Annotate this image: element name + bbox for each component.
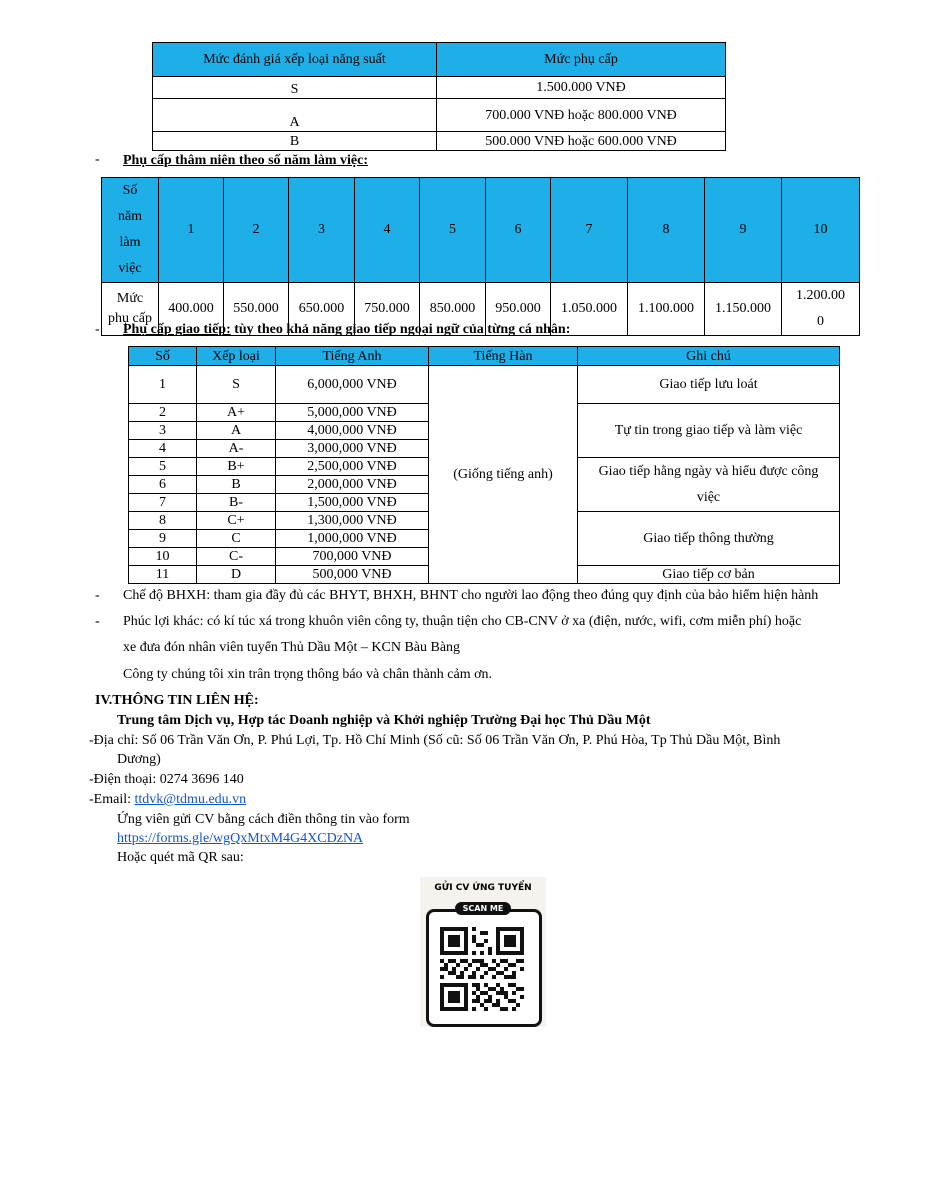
comm-header-notes: Ghi chú [578,347,840,366]
email-label: -Email: [89,792,135,807]
comm-cell: D [197,566,276,584]
year-cell: 8 [628,178,705,283]
address-line1: -Địa chỉ: Số 06 Trần Văn Ơn, P. Phú Lợi, Tp. Hồ Chí Minh (Số cũ: Số 06 Trần Văn Ơn, P. Phú Hòa, Tp Thủ Dầu Một, Bình [89,733,781,748]
table1-header-rating: Mức đánh giá xếp loại năng suất [153,43,437,77]
comm-cell: 700,000 VNĐ [276,548,429,566]
table1-cell: 500.000 VNĐ hoặc 600.000 VNĐ [437,132,726,151]
bullet: - [95,152,100,167]
comm-cell: 1 [129,366,197,404]
contact-heading: IV.THÔNG TIN LIÊN HỆ: [95,693,259,708]
allowance-cell: 550.000 [224,283,289,336]
seniority-row-header-line: năm [117,209,143,224]
allowance-cell: 850.000 [420,283,486,336]
comm-cell: 3,000,000 VNĐ [276,440,429,458]
seniority-row-header [102,178,159,283]
seniority-allowance-table [101,177,860,336]
email-link[interactable]: ttdvk@tdmu.edu.vn [134,792,247,807]
comm-note-line: Giao tiếp hằng ngày và hiểu được công [598,463,819,479]
communication-title-wrap [123,320,570,340]
year-cell: 2 [224,178,289,283]
comm-note: Giao tiếp lưu loát [578,366,840,404]
comm-cell: 2,500,000 VNĐ [276,458,429,476]
allowance-cell: 650.000 [289,283,355,336]
comm-cell: 6 [129,476,197,494]
communication-title-rest: tùy theo khả năng giao tiếp ngoại ngữ của từng cá nhân: [230,322,571,337]
allowance-row-header-line: phụ cấp [108,311,152,326]
allowance-cell-line: 0 [817,314,824,329]
productivity-allowance-table [152,42,726,151]
comm-cell: 8 [129,512,197,530]
comm-cell: 2,000,000 VNĐ [276,476,429,494]
comm-cell: 7 [129,494,197,512]
scan-me-badge: SCAN ME [455,902,511,915]
comm-cell: B+ [197,458,276,476]
comm-cell: 11 [129,566,197,584]
year-cell: 3 [289,178,355,283]
allowance-cell: 400.000 [159,283,224,336]
allowance-cell: 1.050.000 [551,283,628,336]
qr-code-card [420,877,546,1027]
year-cell: 9 [705,178,782,283]
comm-header-korean: Tiếng Hàn [429,347,578,366]
comm-note: Giao tiếp cơ bản [578,566,840,584]
communication-title: Phụ cấp giao tiếp: [123,322,231,337]
email-line [89,790,246,810]
table1-cell: B [153,132,437,151]
table1-header-allowance: Mức phụ cấp [437,43,726,77]
allowance-cell [782,283,860,336]
seniority-row-header-line: Số [122,183,138,198]
allowance-cell: 1.150.000 [705,283,782,336]
allowance-cell-line: 1.200.00 [796,288,845,303]
seniority-title: Phụ cấp thâm niên theo số năm làm việc: [123,153,368,168]
comm-cell: 9 [129,530,197,548]
allowance-row-header-line: Mức [116,291,144,306]
comm-cell: C [197,530,276,548]
comm-cell: 5,000,000 VNĐ [276,404,429,422]
seniority-row-header-line: làm [119,235,141,250]
comm-cell: 4 [129,440,197,458]
bullet: - [95,614,100,629]
year-cell: 5 [420,178,486,283]
comm-cell: B- [197,494,276,512]
comm-cell: 1,500,000 VNĐ [276,494,429,512]
seniority-row-header-line: việc [118,261,142,276]
thanks-text: Công ty chúng tôi xin trân trọng thông báo và chân thành cảm ơn. [123,667,492,682]
comm-cell: A- [197,440,276,458]
table1-cell: S [153,77,437,99]
other-benefits-line1: Phúc lợi khác: có kí túc xá trong khuôn viên công ty, thuận tiện cho CB-CNV ở xa (điện, nước, wifi, cơm miễn phí) hoặc [123,614,802,629]
comm-cell: 1,300,000 VNĐ [276,512,429,530]
comm-cell: B [197,476,276,494]
comm-note: Tự tin trong giao tiếp và làm việc [578,404,840,458]
comm-cell: S [197,366,276,404]
comm-cell: 2 [129,404,197,422]
qr-instruction: Hoặc quét mã QR sau: [117,850,244,865]
bhxh-text: Chế độ BHXH: tham gia đầy đủ các BHYT, BHXH, BHNT cho người lao động theo đúng quy định của bảo hiểm hiện hành [123,588,819,603]
year-cell: 6 [486,178,551,283]
table1-cell: 700.000 VNĐ hoặc 800.000 VNĐ [437,99,726,132]
qr-code-icon [440,927,524,1011]
year-cell: 4 [355,178,420,283]
comm-cell: A [197,422,276,440]
comm-cell: A+ [197,404,276,422]
contact-center: Trung tâm Dịch vụ, Hợp tác Doanh nghiệp và Khởi nghiệp Trường Đại học Thủ Dầu Một [117,713,651,728]
table1-cell: 1.500.000 VNĐ [437,77,726,99]
comm-cell: C- [197,548,276,566]
year-cell: 1 [159,178,224,283]
allowance-cell: 950.000 [486,283,551,336]
other-benefits-line2: xe đưa đón nhân viên tuyển Thủ Dầu Một – KCN Bàu Bàng [123,640,461,655]
comm-cell: 3 [129,422,197,440]
comm-header-no: Số [129,347,197,366]
comm-note [578,458,840,512]
comm-cell: 6,000,000 VNĐ [276,366,429,404]
allowance-cell: 750.000 [355,283,420,336]
address-line2: Dương) [117,752,161,767]
comm-cell: C+ [197,512,276,530]
year-cell: 10 [782,178,860,283]
form-text: Ứng viên gửi CV bằng cách điền thông tin vào form [117,812,410,827]
comm-note-line: việc [696,489,721,505]
comm-cell: 1,000,000 VNĐ [276,530,429,548]
phone-text: -Điện thoại: 0274 3696 140 [89,772,244,787]
bullet: - [95,588,100,603]
comm-cell: 500,000 VNĐ [276,566,429,584]
form-url-line [117,829,363,849]
comm-header-rank: Xếp loại [197,347,276,366]
bullet: - [95,322,100,337]
comm-korean-cell: (Giống tiếng anh) [429,366,578,584]
allowance-cell: 1.100.000 [628,283,705,336]
table1-cell: A [153,99,437,132]
year-cell: 7 [551,178,628,283]
comm-cell: 10 [129,548,197,566]
qr-title: GỬI CV ỨNG TUYỂN [434,883,532,893]
comm-header-english: Tiếng Anh [276,347,429,366]
comm-note: Giao tiếp thông thường [578,512,840,566]
form-url-link[interactable]: https://forms.gle/wgQxMtxM4G4XCDzNA [117,831,364,846]
comm-cell: 5 [129,458,197,476]
comm-cell: 4,000,000 VNĐ [276,422,429,440]
communication-allowance-table [128,346,840,584]
